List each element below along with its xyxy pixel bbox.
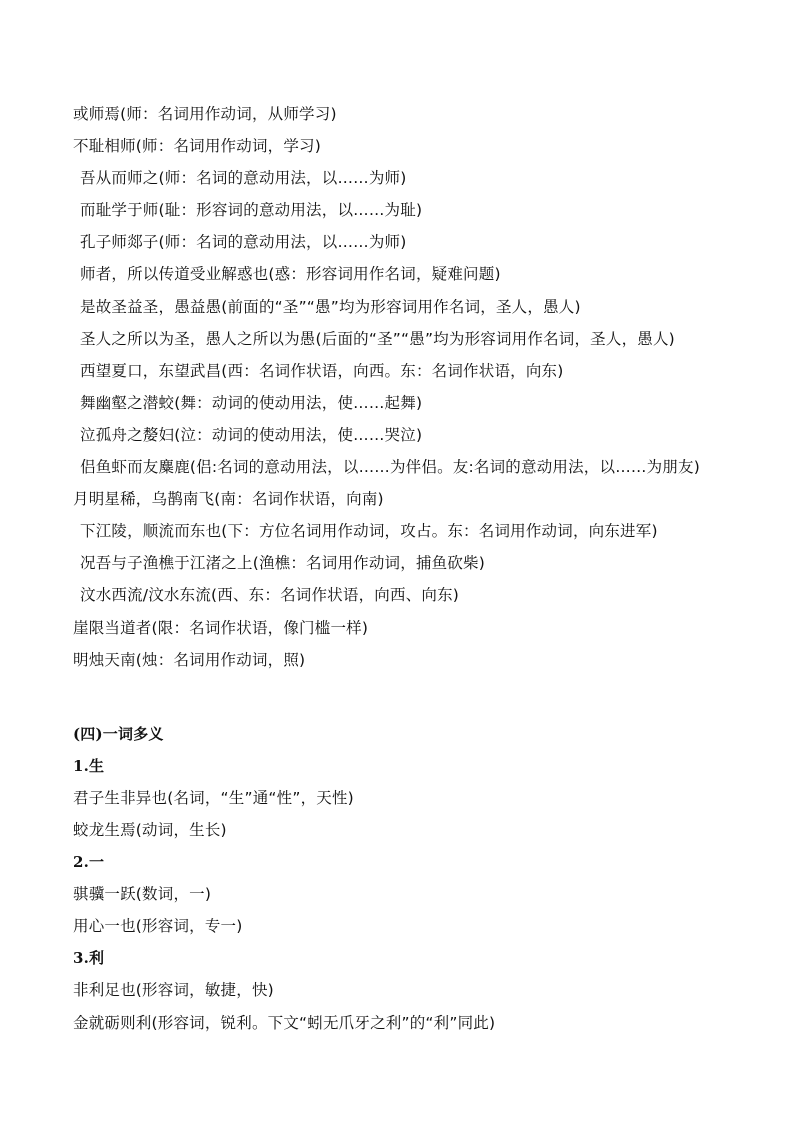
usage-line: 西望夏口，东望武昌(西：名词作状语，向西。东：名词作状语，向东)	[80, 361, 564, 380]
usage-line: 舞幽壑之潜蛟(舞：动词的使动用法，使……起舞)	[80, 393, 423, 412]
document-body	[73, 98, 763, 1039]
usage-line: 是故圣益圣，愚益愚(前面的“圣”“愚”均为形容词用作名词，圣人，愚人)	[80, 297, 581, 316]
usage-line: 下江陵，顺流而东也(下：方位名词用作动词，攻占。东：名词用作动词，向东进军)	[80, 522, 658, 541]
usage-line: 汶水西流/汶水东流(西、东：名词作状语，向西、向东)	[80, 586, 460, 605]
polysemy-term: 3.利	[73, 949, 105, 968]
polysemy-example: 君子生非异也(名词，“生”通“性”，天性)	[73, 788, 354, 807]
usage-line: 或师焉(师：名词用作动词，从师学习)	[73, 105, 337, 123]
section-title: (四)一词多义	[73, 724, 164, 743]
usage-line: 崖限当道者(限：名词作状语，像门槛一样)	[73, 618, 369, 637]
usage-line: 而耻学于师(耻：形容词的意动用法，以……为耻)	[80, 201, 423, 220]
usage-line: 不耻相师(师：名词用作动词，学习)	[73, 137, 321, 156]
usage-line: 明烛天南(烛：名词用作动词，照)	[73, 650, 306, 669]
section-spacer	[73, 676, 763, 718]
polysemy-example: 骐骥一跃(数词，一)	[73, 885, 212, 904]
usage-line: 师者，所以传道受业解惑也(惑：形容词用作名词，疑难问题)	[80, 265, 501, 284]
usage-line: 吾从而师之(师：名词的意动用法，以……为师)	[80, 169, 407, 188]
polysemy-example: 金就砺则利(形容词，锐利。下文“蚓无爪牙之利”的“利”同此)	[73, 1013, 496, 1032]
polysemy-example: 非利足也(形容词，敏捷，快)	[73, 981, 274, 1000]
usage-line: 圣人之所以为圣，愚人之所以为愚(后面的“圣”“愚”均为形容词用作名词，圣人，愚人)	[80, 329, 675, 348]
polysemy-example: 用心一也(形容词，专一)	[73, 917, 243, 936]
usage-line: 况吾与子渔樵于江渚之上(渔樵：名词用作动词，捕鱼砍柴)	[80, 554, 485, 573]
usage-line: 侣鱼虾而友麋鹿(侣:名词的意动用法，以……为伴侣。友:名词的意动用法，以……为朋友)	[80, 458, 700, 477]
polysemy-term: 1.生	[73, 756, 105, 775]
usage-line: 孔子师郯子(师：名词的意动用法，以……为师)	[80, 233, 407, 252]
polysemy-term: 2.一	[73, 853, 105, 872]
usage-line: 泣孤舟之嫠妇(泣：动词的使动用法，使……哭泣)	[80, 425, 423, 444]
polysemy-example: 蛟龙生焉(动词，生长)	[73, 820, 227, 839]
usage-line: 月明星稀，乌鹊南飞(南：名词作状语，向南)	[73, 490, 384, 509]
